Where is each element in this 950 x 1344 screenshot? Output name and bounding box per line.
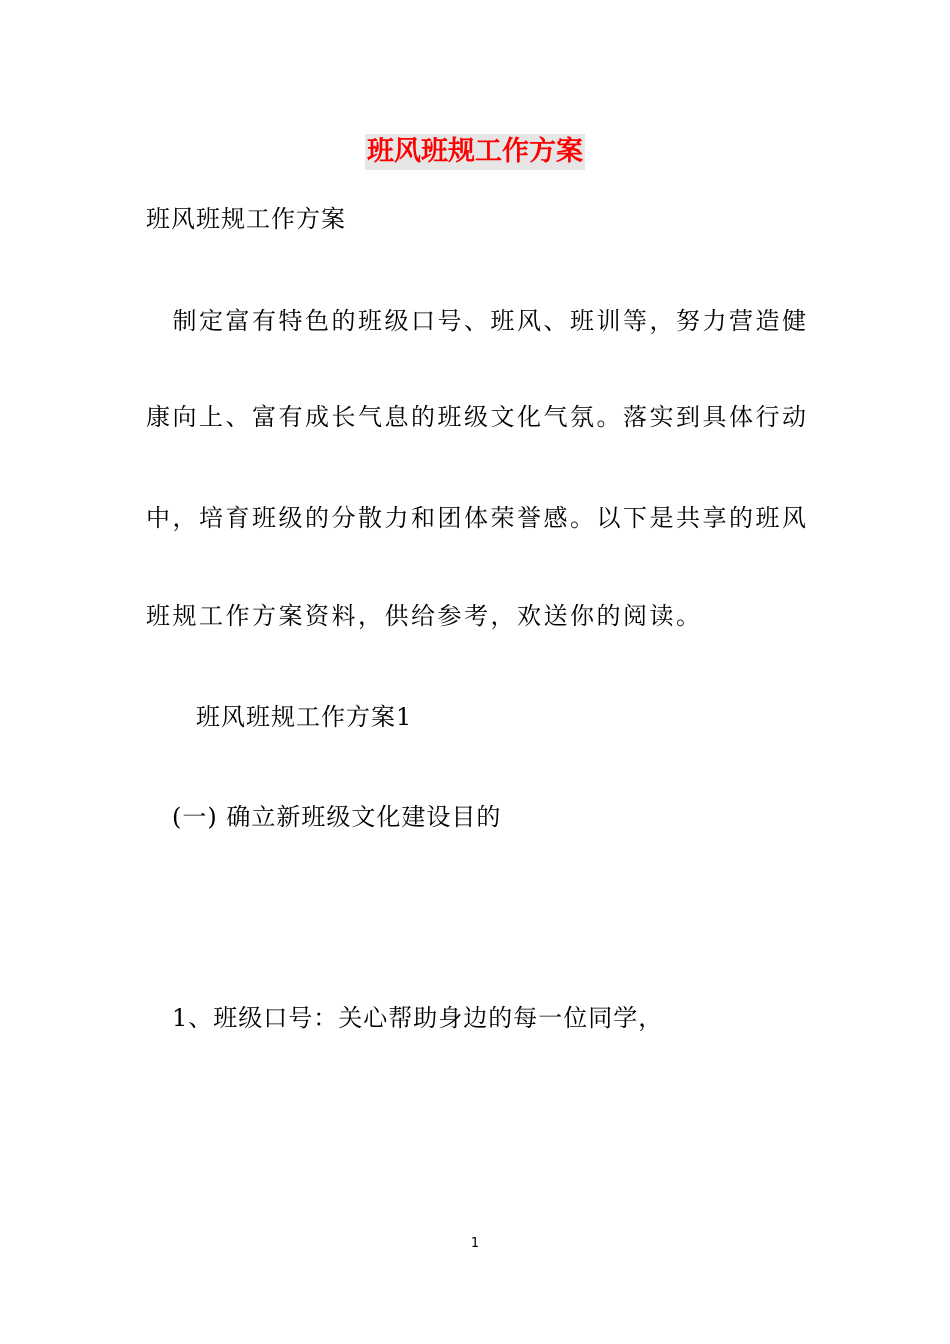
intro-paragraph-line-4: 班规工作方案资料，供给参考，欢送你的阅读。 (146, 602, 703, 630)
intro-paragraph-line-3: 中，培育班级的分散力和团体荣誉感。以下是共享的班风 (146, 504, 809, 532)
document-title (0, 130, 950, 170)
page-number: 1 (470, 1236, 480, 1251)
document-subtitle: 班风班规工作方案 (146, 205, 346, 233)
subsection-heading: (一) 确立新班级文化建设目的 (172, 803, 502, 831)
intro-paragraph-line-2: 康向上、富有成长气息的班级文化气氛。落实到具体行动 (146, 403, 809, 431)
list-item-1: 1、班级口号：关心帮助身边的每一位同学， (172, 1004, 664, 1032)
section-heading: 班风班规工作方案1 (196, 703, 413, 731)
intro-paragraph-line-1: 制定富有特色的班级口号、班风、班训等，努力营造健 (146, 307, 809, 335)
document-title-text: 班风班规工作方案 (365, 134, 585, 170)
